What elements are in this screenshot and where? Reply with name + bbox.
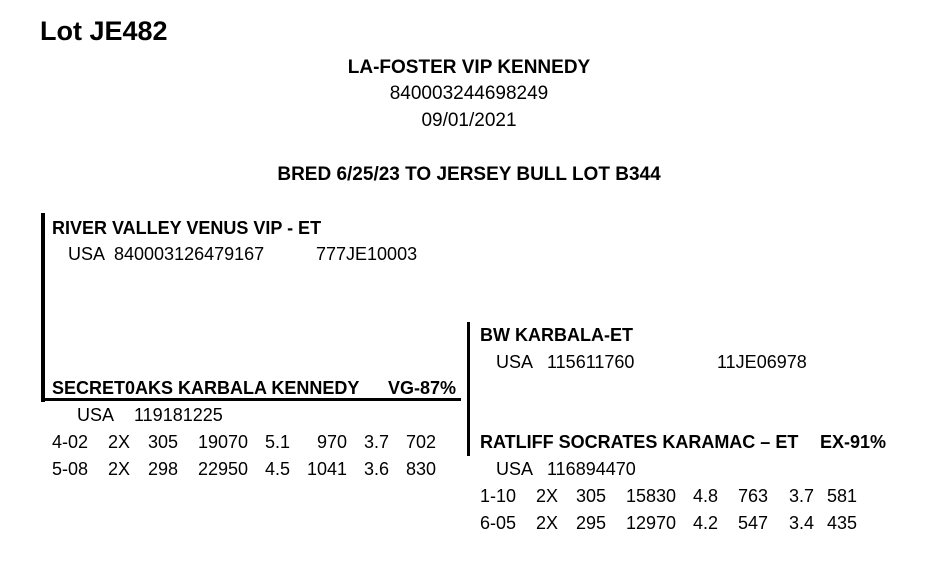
pedigree-line-main	[41, 213, 45, 402]
record-age: 5-08	[52, 459, 89, 479]
record-fat-lbs: 547	[737, 513, 768, 533]
dam-sire-reg: 115611760	[547, 352, 635, 372]
dam-dam-record-row	[480, 513, 857, 534]
dam-record-row	[52, 459, 436, 480]
dam-dam-reg: 116894470	[547, 459, 636, 479]
record-age: 6-05	[480, 513, 517, 533]
record-fat-pct: 4.8	[692, 486, 718, 506]
record-protein-lbs: 830	[405, 459, 436, 479]
dam-sire-code: 11JE06978	[717, 352, 807, 372]
record-fat-pct: 5.1	[264, 432, 290, 452]
record-protein-pct: 3.6	[363, 459, 389, 479]
lot-number: Lot JE482	[40, 16, 168, 46]
record-protein-pct: 3.7	[788, 486, 814, 506]
dam-country: USA	[77, 405, 115, 425]
animal-dob: 09/01/2021	[421, 110, 517, 131]
record-milk: 19070	[197, 432, 248, 452]
sire-country: USA	[68, 244, 106, 264]
record-fat-lbs: 970	[316, 432, 347, 452]
record-milk: 22950	[197, 459, 248, 479]
record-days: 295	[575, 513, 606, 533]
record-protein-lbs: 581	[826, 486, 857, 506]
record-milking: 2X	[535, 486, 558, 506]
pedigree-line-dam-side	[467, 322, 470, 456]
record-fat-lbs: 763	[737, 486, 768, 506]
record-milking: 2X	[107, 459, 130, 479]
record-fat-pct: 4.2	[692, 513, 718, 533]
record-days: 305	[575, 486, 606, 506]
record-milking: 2X	[535, 513, 558, 533]
dam-record-row	[52, 432, 436, 453]
record-protein-lbs: 702	[405, 432, 436, 452]
dam-dam-country: USA	[496, 459, 534, 479]
record-protein-pct: 3.4	[788, 513, 814, 533]
breeding-note: BRED 6/25/23 TO JERSEY BULL LOT B344	[277, 164, 661, 185]
dam-dam-name: RATLIFF SOCRATES KARAMAC – ET	[480, 432, 799, 452]
record-protein-pct: 3.7	[363, 432, 389, 452]
animal-name: LA-FOSTER VIP KENNEDY	[347, 57, 591, 78]
record-days: 305	[147, 432, 178, 452]
dam-dam-record-row	[480, 486, 857, 507]
record-fat-pct: 4.5	[264, 459, 290, 479]
record-age: 1-10	[480, 486, 517, 506]
dam-sire-name: BW KARBALA-ET	[480, 325, 633, 345]
sire-code: 777JE10003	[316, 244, 418, 264]
record-milk: 12970	[625, 513, 676, 533]
record-protein-lbs: 435	[826, 513, 857, 533]
dam-score: VG-87%	[388, 378, 457, 398]
dam-name: SECRET0AKS KARBALA KENNEDY	[52, 378, 360, 398]
dam-sire-country: USA	[496, 352, 534, 372]
record-milk: 15830	[625, 486, 676, 506]
animal-id: 840003244698249	[389, 83, 549, 104]
record-days: 298	[147, 459, 178, 479]
sire-name: RIVER VALLEY VENUS VIP - ET	[52, 218, 322, 238]
record-milking: 2X	[107, 432, 130, 452]
dam-reg: 119181225	[134, 405, 223, 425]
record-age: 4-02	[52, 432, 89, 452]
dam-dam-score: EX-91%	[820, 432, 887, 452]
sire-reg: 840003126479167	[114, 244, 265, 264]
record-fat-lbs: 1041	[306, 459, 347, 479]
